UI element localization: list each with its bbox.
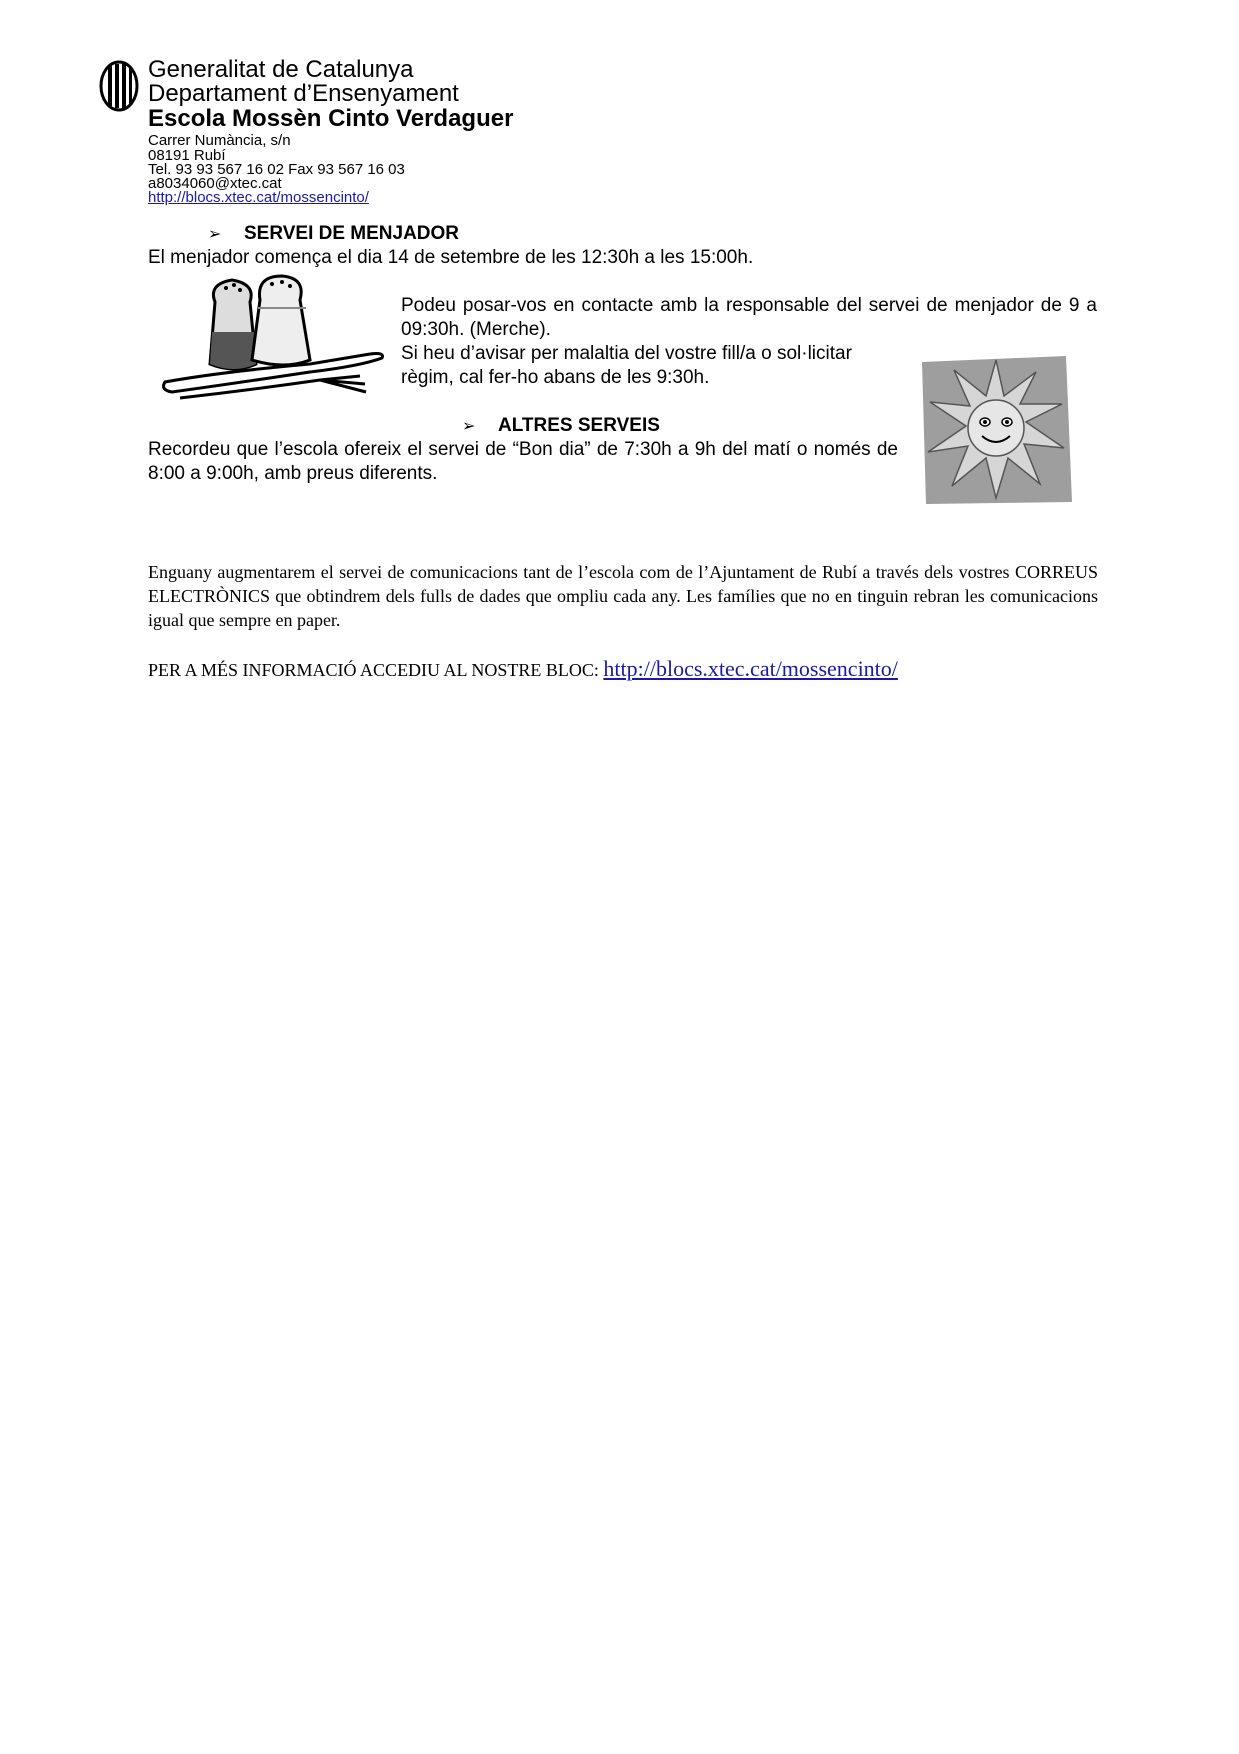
heading-text: ALTRES SERVEIS: [498, 415, 660, 436]
website-link[interactable]: http://blocs.xtec.cat/mossencinto/: [148, 189, 369, 206]
address-street: Carrer Numància, s/n: [148, 132, 291, 149]
menjador-contact-text: Podeu posar-vos en contacte amb la responsable del servei de menjador de 9 a 09:30h. (Merche).: [401, 295, 1097, 340]
phone-fax: Tel. 93 93 567 16 02 Fax 93 567 16 03: [148, 161, 405, 178]
heading-text: SERVEI DE MENJADOR: [244, 223, 460, 244]
address-city: 08191 Rubí: [148, 147, 226, 164]
communications-paragraph: Enguany augmentarem el servei de comunicacions tant de l’escola com de l’Ajuntament de Rubí a través dels vostres CORREUS ELECTRÒNICS que obtindrem dels fulls de dades que ompliu cada any. Les famílies que no en tinguin rebran les comunicacions igual que sempre en paper.: [148, 562, 1098, 630]
arrow-bullet-icon: ➢: [208, 226, 222, 243]
org-line-2: Departament d’Ensenyament: [148, 80, 459, 107]
arrow-bullet-icon: ➢: [462, 418, 476, 435]
menjador-start-text: El menjador comença el dia 14 de setembre de les 12:30h a les 15:00h.: [148, 247, 754, 268]
menjador-notice-text: Si heu d’avisar per malaltia del vostre fill/a o sol·licitar règim, cal fer-ho abans de les 9:30h.: [401, 343, 852, 388]
generalitat-logo: [99, 60, 139, 112]
info-label: PER A MÉS INFORMACIÓ ACCEDIU AL NOSTRE BLOC:: [148, 660, 604, 680]
org-line-1: Generalitat de Catalunya: [148, 56, 414, 83]
heading-altres-serveis: [462, 414, 660, 439]
smiling-sun-illustration: [916, 352, 1076, 508]
email-address: a8034060@xtec.cat: [148, 175, 282, 192]
heading-servei-menjador: [208, 222, 459, 247]
salt-pepper-cutlery-illustration: [160, 272, 390, 408]
blog-link[interactable]: http://blocs.xtec.cat/mossencinto/: [603, 656, 898, 681]
school-name: Escola Mossèn Cinto Verdaguer: [148, 105, 514, 132]
altres-serveis-text: Recordeu que l’escola ofereix el servei de “Bon dia” de 7:30h a 9h del matí o només de 8:00 a 9:00h, amb preus diferents.: [148, 439, 898, 484]
info-line: [148, 657, 898, 682]
